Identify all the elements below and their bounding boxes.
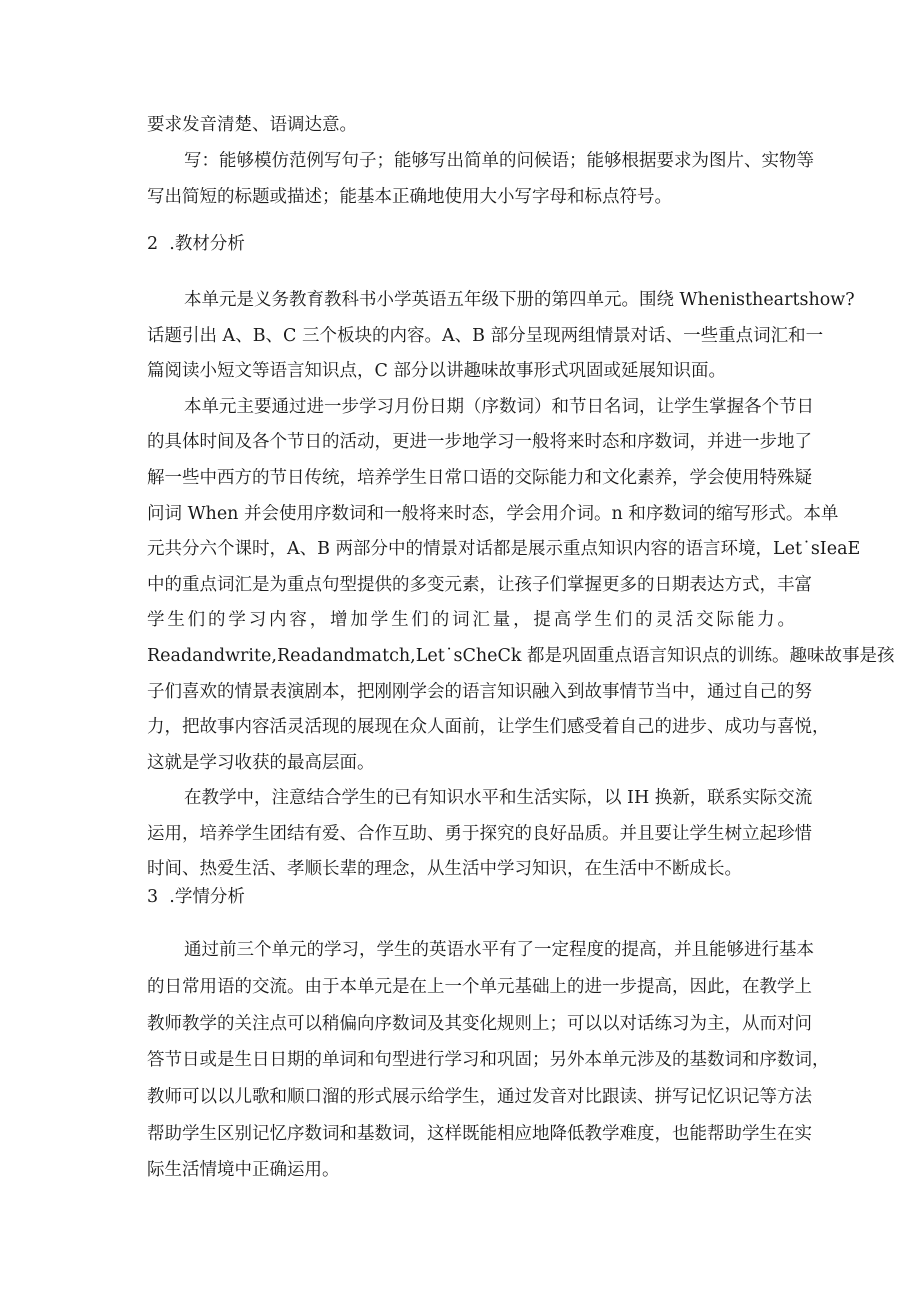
paragraph-line: 时间、热爱生活、孝顺长辈的理念，从生活中学习知识，在生活中不断成长。 <box>147 859 742 879</box>
paragraph-line: 篇阅读小短文等语言知识点，C 部分以讲趣味故事形式巩固或延展知识面。 <box>147 361 726 381</box>
paragraph-line: 本单元主要通过进一步学习月份日期（序数词）和节日名词，让学生掌握各个节日 <box>184 397 814 417</box>
paragraph-line: 运用，培养学生团结有爱、合作互助、勇于探究的良好品质。并且要让学生树立起珍惜 <box>147 824 812 844</box>
paragraph-line: 中的重点词汇是为重点句型提供的多变元素，让孩子们掌握更多的日期表达方式，丰富 <box>147 575 812 595</box>
paragraph-line: 本单元是义务教育教科书小学英语五年级下册的第四单元。围绕 Whenistheartshow? <box>184 290 855 310</box>
paragraph-line: 答节日或是生日日期的单词和句型进行学习和巩固；另外本单元涉及的基数词和序数词， <box>147 1050 830 1070</box>
section-heading: 3 .学情分析 <box>147 887 245 907</box>
paragraph-line: 在教学中，注意结合学生的已有知识水平和生活实际，以 IH 换新，联系实际交流 <box>184 788 813 808</box>
paragraph-line: 解一些中西方的节日传统，培养学生日常口语的交际能力和文化素养，学会使用特殊疑 <box>147 468 812 488</box>
paragraph-line: Readandwrite,Readandmatch,Let˙sCheCk 都是巩固重点语言知识点的训练。趣味故事是孩 <box>147 646 895 666</box>
paragraph-line: 的具体时间及各个节日的活动，更进一步地学习一般将来时态和序数词，并进一步地了 <box>147 432 812 452</box>
paragraph-line: 的日常用语的交流。由于本单元是在上一个单元基础上的进一步提高，因此，在教学上 <box>147 977 812 997</box>
paragraph-line: 教师可以以儿歌和顺口溜的形式展示给学生，通过发音对比跟读、拼写记忆识记等方法 <box>147 1087 812 1107</box>
paragraph-line: 力，把故事内容活灵活现的展现在众人面前，让学生们感受着自己的进步、成功与喜悦， <box>147 717 830 737</box>
paragraph-line: 通过前三个单元的学习，学生的英语水平有了一定程度的提高，并且能够进行基本 <box>184 940 814 960</box>
paragraph-line: 话题引出 A、B、C 三个板块的内容。A、B 部分呈现两组情景对话、一些重点词汇和一 <box>147 326 824 346</box>
paragraph-line: 际生活情境中正确运用。 <box>147 1160 340 1180</box>
paragraph-line: 这就是学习收获的最高层面。 <box>147 753 375 773</box>
paragraph-line: 元共分六个课时，A、B 两部分中的情景对话都是展示重点知识内容的语言环境，Let˙sIeaE <box>147 539 861 559</box>
paragraph-line: 学生们的学习内容，增加学生们的词汇量，提高学生们的灵活交际能力。 <box>147 610 795 630</box>
paragraph-line: 子们喜欢的情景表演剧本，把刚刚学会的语言知识融入到故事情节当中，通过自己的努 <box>147 682 812 702</box>
section-heading: 2 .教材分析 <box>147 234 245 254</box>
paragraph-line: 问词 When 并会使用序数词和一般将来时态，学会用介词。n 和序数词的缩写形式。本单 <box>147 504 839 524</box>
paragraph-line: 要求发音清楚、语调达意。 <box>147 115 357 135</box>
paragraph-line: 帮助学生区别记忆序数词和基数词，这样既能相应地降低教学难度，也能帮助学生在实 <box>147 1124 812 1144</box>
paragraph-line: 写：能够模仿范例写句子；能够写出简单的问候语；能够根据要求为图片、实物等 <box>184 151 814 171</box>
paragraph-line: 教师教学的关注点可以稍偏向序数词及其变化规则上；可以以对话练习为主，从而对问 <box>147 1014 812 1034</box>
paragraph-line: 写出简短的标题或描述；能基本正确地使用大小写字母和标点符号。 <box>147 187 672 207</box>
